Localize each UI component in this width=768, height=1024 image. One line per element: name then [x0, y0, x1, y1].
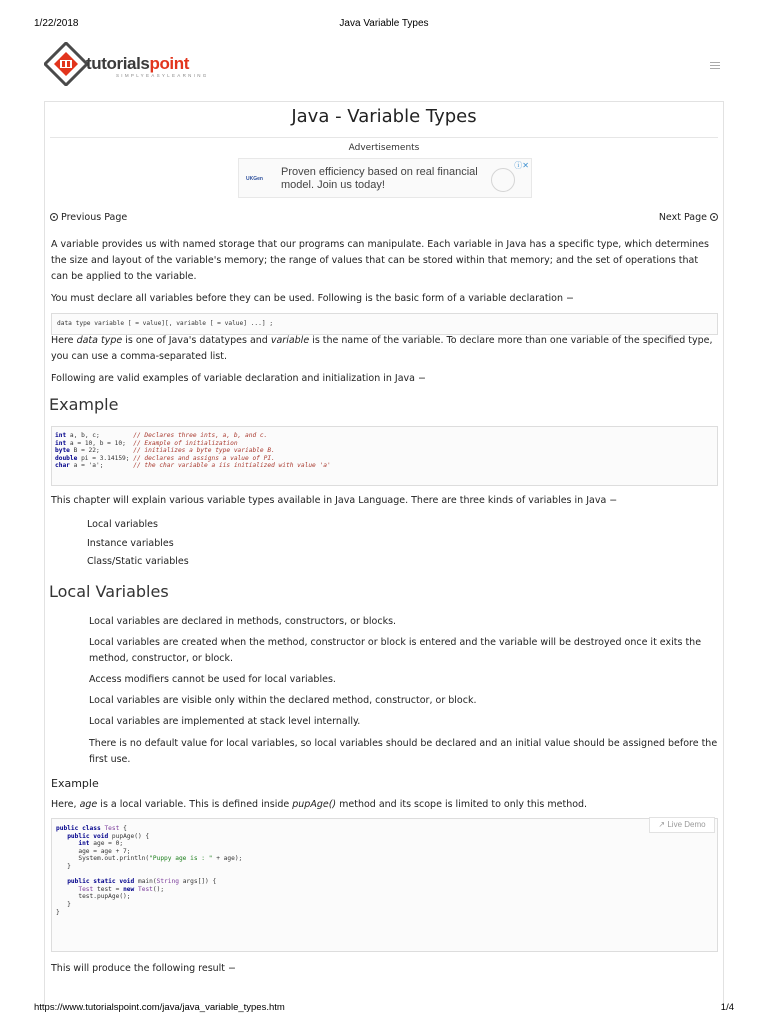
code-line: int age = 0;	[78, 840, 124, 848]
page-nav	[50, 212, 718, 226]
code-line: }	[56, 908, 60, 916]
code-line: int a = 10, b = 10; // Example of initialization	[55, 439, 238, 447]
list-item: Class/Static variables	[87, 556, 189, 567]
datatype-paragraph: Here data type is one of Java's datatypes and variable is the name of the variable. To declare more than one variable of the specified type, you can use a comma-separated list.	[51, 335, 713, 362]
live-demo-button[interactable]: ↗ Live Demo	[649, 817, 715, 833]
ad-banner[interactable]	[238, 158, 532, 198]
list-item: Local variables are created when the method, constructor or block is entered and the variable will be destroyed once it exits the method, constructor, or block.	[89, 637, 702, 664]
list-item: Local variables	[87, 519, 158, 530]
local-example-heading: Example	[51, 777, 99, 790]
next-page-label: Next Page	[658, 212, 707, 223]
syntax-code-block	[51, 313, 718, 335]
previous-arrow-icon	[50, 213, 58, 221]
ad-brand-logo: UKGen	[246, 176, 263, 182]
ad-close-icon[interactable]: ⓘ✕	[514, 161, 529, 170]
site-header	[44, 40, 724, 94]
code-line: int a, b, c; // Declares three ints, a, b, and c.	[55, 432, 268, 439]
example-heading: Example	[49, 395, 119, 414]
page-title: Java - Variable Types	[291, 106, 477, 127]
code-line: }	[56, 900, 71, 908]
previous-page-label: Previous Page	[61, 212, 128, 223]
examples-intro-paragraph: Following are valid examples of variable declaration and initialization in Java −	[51, 373, 426, 384]
ad-text[interactable]: Proven efficiency based on real financial model. Join us today!	[281, 166, 478, 191]
list-item: Local variables are implemented at stack level internally.	[89, 716, 361, 727]
local-variables-heading: Local Variables	[49, 582, 169, 601]
list-item: There is no default value for local variables, so local variables should be declared and an initial value should be assigned before the first use.	[89, 738, 718, 765]
title-divider	[50, 137, 718, 138]
code-line: public static void main(String args[]) {	[67, 878, 217, 886]
code-line: byte B = 22; // initializes a byte type variable B.	[55, 447, 275, 455]
print-footer	[34, 1002, 734, 1014]
code-line: System.out.println("Puppy age is : " + age);	[56, 855, 243, 863]
declare-paragraph: You must declare all variables before they can be used. Following is the basic form of a variable declaration −	[51, 293, 574, 304]
hamburger-menu-icon[interactable]	[710, 62, 720, 71]
print-date: 1/22/2018	[34, 18, 79, 29]
list-item: Local variables are declared in methods, constructors, or blocks.	[89, 616, 397, 627]
local-code-block	[51, 818, 718, 952]
next-arrow-icon	[710, 213, 718, 221]
code-line: char a = 'a'; // the char variable a iis initialized with value 'a'	[55, 462, 331, 470]
code-line: Test test = new Test();	[78, 885, 165, 893]
previous-page-link[interactable]	[50, 212, 127, 223]
code-line: }	[56, 862, 71, 870]
next-page-link[interactable]	[659, 212, 718, 223]
code-line: public class Test {	[56, 825, 127, 832]
code-line: double pi = 3.14159; // declares and assigns a value of PI.	[55, 454, 275, 462]
list-item: Local variables are visible only within the declared method, constructor, or block.	[89, 695, 477, 706]
print-url: https://www.tutorialspoint.com/java/java_variable_types.htm	[34, 1002, 285, 1013]
code-line: test.pupAge();	[56, 893, 131, 901]
logo-wordmark: tutorialspoint	[86, 54, 190, 73]
result-paragraph: This will produce the following result −	[51, 963, 237, 974]
list-item: Instance variables	[87, 538, 174, 549]
logo-diamond-icon	[44, 42, 88, 86]
code-line: public void pupAge() {	[67, 832, 150, 840]
age-paragraph: Here, age is a local variable. This is defined inside pupAge() method and its scope is limited to only this method.	[51, 799, 588, 810]
list-item: Access modifiers cannot be used for local variables.	[89, 674, 336, 685]
print-header	[34, 18, 734, 32]
print-page-number: 1/4	[720, 1002, 734, 1013]
syntax-code-line: data type variable [ = value][, variable [ = value] ...] ;	[57, 320, 274, 327]
intro-paragraph: A variable provides us with named storage that our programs can manipulate. Each variable in Java has a specific type, which determines the size and layout of the variable's memory; the range of values that can be stored within that memory; and the set of operations that can be applied to the variable.	[51, 239, 709, 282]
code-line: age = age + 7;	[56, 847, 131, 855]
ad-loading-spinner-icon	[491, 168, 515, 192]
kinds-intro-paragraph: This chapter will explain various variable types available in Java Language. There are three kinds of variables in Java −	[51, 495, 618, 506]
example-code-block	[51, 426, 718, 486]
print-doc-title: Java Variable Types	[339, 18, 429, 29]
external-link-icon: ↗	[658, 820, 666, 829]
ads-label: Advertisements	[348, 143, 420, 153]
logo-tagline: SIMPLYEASYLEARNING	[116, 73, 209, 78]
site-logo[interactable]	[44, 42, 209, 92]
